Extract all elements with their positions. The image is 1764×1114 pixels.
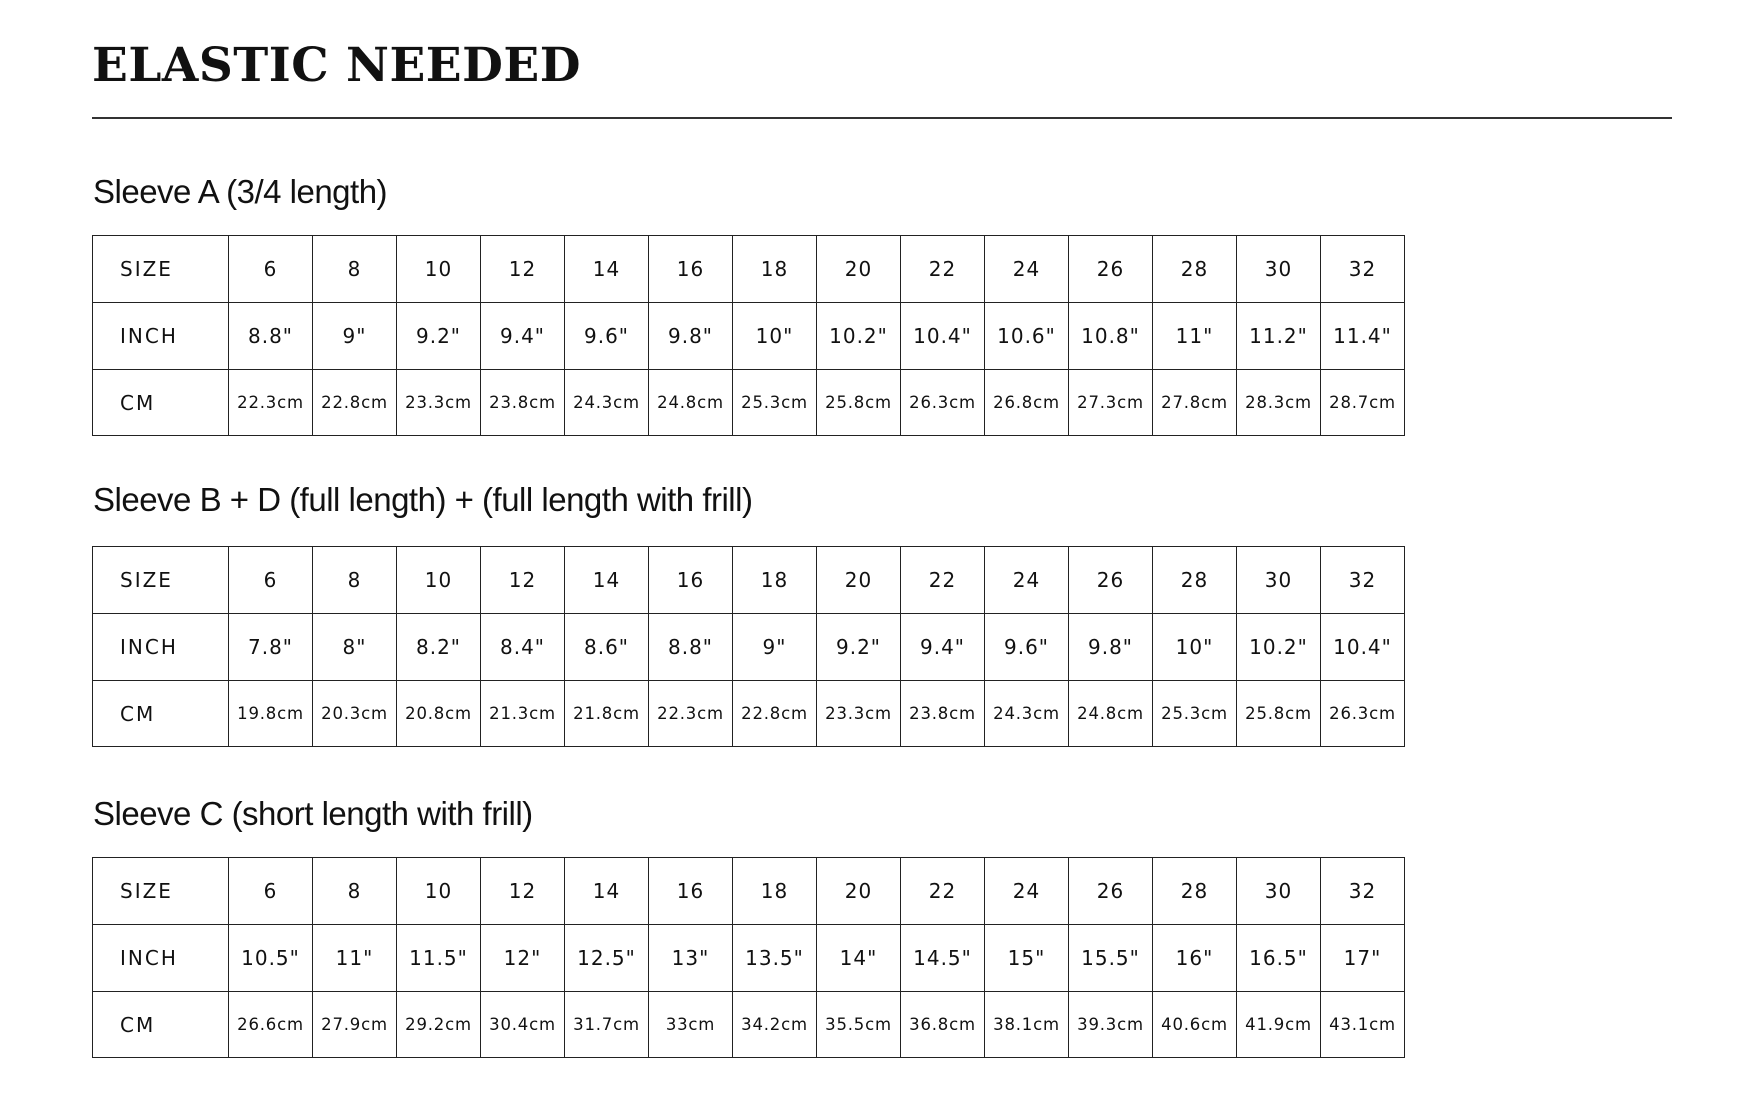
size-cell: 10 [397,236,481,303]
size-table-sleeve-a [92,235,1405,436]
cm-cell: 28.3cm [1237,370,1321,436]
cm-cell: 21.8cm [565,681,649,747]
inch-cell: 8.8" [649,614,733,681]
inch-cell: 10.2" [1237,614,1321,681]
cm-cell: 31.7cm [565,992,649,1058]
size-cell: 32 [1321,547,1405,614]
cm-cell: 26.6cm [229,992,313,1058]
cm-row [93,992,1405,1058]
size-cell: 12 [481,547,565,614]
cm-cell: 22.3cm [229,370,313,436]
inch-cell: 11.4" [1321,303,1405,370]
inch-cell: 8.2" [397,614,481,681]
size-cell: 22 [901,236,985,303]
cm-cell: 22.8cm [313,370,397,436]
inch-cell: 8" [313,614,397,681]
size-cell: 24 [985,236,1069,303]
cm-cell: 33cm [649,992,733,1058]
cm-cell: 41.9cm [1237,992,1321,1058]
cm-cell: 20.8cm [397,681,481,747]
size-cell: 24 [985,858,1069,925]
cm-cell: 29.2cm [397,992,481,1058]
size-cell: 18 [733,858,817,925]
inch-cell: 10.4" [901,303,985,370]
cm-cell: 40.6cm [1153,992,1237,1058]
inch-cell: 10.6" [985,303,1069,370]
inch-cell: 9.4" [901,614,985,681]
inch-cell: 7.8" [229,614,313,681]
cm-cell: 24.8cm [649,370,733,436]
size-cell: 6 [229,858,313,925]
size-cell: 30 [1237,236,1321,303]
section-heading-sleeve-a: Sleeve A (3/4 length) [93,173,388,210]
section-heading-sleeve-c: Sleeve C (short length with frill) [93,795,533,832]
cm-cell: 23.8cm [901,681,985,747]
inch-cell: 10.5" [229,925,313,992]
inch-cell: 9.8" [1069,614,1153,681]
cm-cell: 27.8cm [1153,370,1237,436]
size-row [93,858,1405,925]
size-cell: 14 [565,236,649,303]
cm-cell: 28.7cm [1321,370,1405,436]
inch-cell: 15" [985,925,1069,992]
title-divider [92,117,1672,119]
size-cell: 6 [229,236,313,303]
size-cell: 18 [733,547,817,614]
inch-cell: 10" [1153,614,1237,681]
size-cell: 6 [229,547,313,614]
inch-cell: 16.5" [1237,925,1321,992]
inch-cell: 9" [733,614,817,681]
inch-cell: 13" [649,925,733,992]
size-cell: 20 [817,236,901,303]
size-cell: 14 [565,547,649,614]
cm-cell: 24.3cm [565,370,649,436]
cm-row [93,370,1405,436]
size-row [93,547,1405,614]
inch-cell: 14" [817,925,901,992]
inch-row-label: INCH [93,614,229,681]
inch-cell: 11" [1153,303,1237,370]
cm-cell: 34.2cm [733,992,817,1058]
cm-cell: 39.3cm [1069,992,1153,1058]
size-row [93,236,1405,303]
cm-cell: 22.3cm [649,681,733,747]
size-cell: 28 [1153,236,1237,303]
inch-cell: 9.6" [565,303,649,370]
size-cell: 22 [901,858,985,925]
inch-cell: 11" [313,925,397,992]
cm-row-label: CM [93,681,229,747]
size-cell: 8 [313,858,397,925]
size-cell: 18 [733,236,817,303]
cm-cell: 35.5cm [817,992,901,1058]
cm-cell: 27.9cm [313,992,397,1058]
inch-cell: 9.2" [817,614,901,681]
cm-cell: 22.8cm [733,681,817,747]
inch-cell: 9.2" [397,303,481,370]
size-cell: 26 [1069,236,1153,303]
size-cell: 20 [817,858,901,925]
inch-cell: 10.4" [1321,614,1405,681]
inch-cell: 12" [481,925,565,992]
cm-cell: 24.3cm [985,681,1069,747]
size-cell: 20 [817,547,901,614]
cm-cell: 20.3cm [313,681,397,747]
inch-cell: 11.5" [397,925,481,992]
size-cell: 10 [397,858,481,925]
inch-cell: 16" [1153,925,1237,992]
cm-cell: 27.3cm [1069,370,1153,436]
cm-cell: 26.3cm [901,370,985,436]
inch-cell: 10.2" [817,303,901,370]
size-cell: 32 [1321,236,1405,303]
section-heading-sleeve-b-d: Sleeve B + D (full length) + (full length with frill) [93,481,753,518]
cm-cell: 36.8cm [901,992,985,1058]
size-table-sleeve-c [92,857,1405,1058]
size-cell: 14 [565,858,649,925]
page-title: ELASTIC NEEDED [92,38,581,93]
cm-cell: 26.3cm [1321,681,1405,747]
cm-row-label: CM [93,992,229,1058]
cm-cell: 25.8cm [817,370,901,436]
cm-cell: 21.3cm [481,681,565,747]
size-table-sleeve-b-d [92,546,1405,747]
inch-row-label: INCH [93,925,229,992]
cm-cell: 23.3cm [817,681,901,747]
size-cell: 8 [313,236,397,303]
size-cell: 30 [1237,547,1321,614]
inch-cell: 8.6" [565,614,649,681]
inch-cell: 10.8" [1069,303,1153,370]
size-row-label: SIZE [93,547,229,614]
inch-cell: 9.8" [649,303,733,370]
size-cell: 28 [1153,547,1237,614]
cm-cell: 24.8cm [1069,681,1153,747]
cm-cell: 23.8cm [481,370,565,436]
size-row-label: SIZE [93,858,229,925]
inch-cell: 9" [313,303,397,370]
cm-cell: 25.3cm [1153,681,1237,747]
size-cell: 16 [649,547,733,614]
inch-row-label: INCH [93,303,229,370]
inch-cell: 13.5" [733,925,817,992]
size-cell: 16 [649,858,733,925]
size-cell: 12 [481,858,565,925]
inch-cell: 9.6" [985,614,1069,681]
inch-cell: 11.2" [1237,303,1321,370]
size-cell: 26 [1069,547,1153,614]
inch-cell: 12.5" [565,925,649,992]
size-cell: 10 [397,547,481,614]
inch-cell: 9.4" [481,303,565,370]
cm-row-label: CM [93,370,229,436]
inch-cell: 10" [733,303,817,370]
inch-cell: 8.8" [229,303,313,370]
size-cell: 8 [313,547,397,614]
inch-row [93,303,1405,370]
inch-cell: 14.5" [901,925,985,992]
cm-cell: 25.8cm [1237,681,1321,747]
size-cell: 30 [1237,858,1321,925]
size-cell: 12 [481,236,565,303]
cm-cell: 26.8cm [985,370,1069,436]
cm-cell: 25.3cm [733,370,817,436]
inch-cell: 15.5" [1069,925,1153,992]
cm-cell: 23.3cm [397,370,481,436]
inch-row [93,925,1405,992]
inch-cell: 8.4" [481,614,565,681]
inch-row [93,614,1405,681]
cm-cell: 19.8cm [229,681,313,747]
inch-cell: 17" [1321,925,1405,992]
size-cell: 24 [985,547,1069,614]
cm-cell: 38.1cm [985,992,1069,1058]
cm-row [93,681,1405,747]
size-cell: 22 [901,547,985,614]
size-row-label: SIZE [93,236,229,303]
cm-cell: 43.1cm [1321,992,1405,1058]
size-cell: 32 [1321,858,1405,925]
cm-cell: 30.4cm [481,992,565,1058]
size-cell: 28 [1153,858,1237,925]
size-cell: 26 [1069,858,1153,925]
size-cell: 16 [649,236,733,303]
